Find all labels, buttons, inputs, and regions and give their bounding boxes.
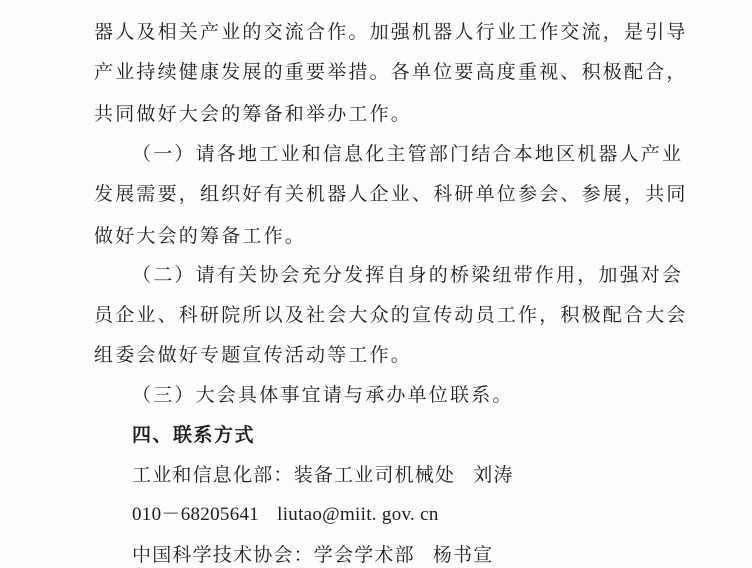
body-text-line: 器人及相关产业的交流合作。加强机器人行业工作交流，是引导 (94, 21, 688, 43)
contact-email: liutao@miit. gov. cn (277, 504, 439, 525)
contact-org: 中国科学技术协会：学会学术部 (132, 544, 415, 566)
section-heading: 四、联系方式 (132, 424, 256, 446)
item-one-line: 做好大会的筹备工作。 (94, 225, 307, 247)
contact-org: 工业和信息化部：装备工业司机械处 (132, 464, 456, 486)
item-two-line: 组委会做好专题宣传活动等工作。 (94, 344, 413, 366)
contact-phone: 010－68205641 (132, 504, 260, 525)
item-two-line: 员企业、科研院所以及社会大众的宣传动员工作，积极配合大会 (94, 304, 688, 326)
contact-cast-line (132, 543, 732, 567)
item-one-line: 发展需要，组织好有关机器人企业、科研单位参会、参展，共同 (94, 183, 688, 205)
contact-details-line (132, 503, 732, 527)
item-two-line: （二）请有关协会充分发挥自身的桥梁纽带作用，加强对会 (132, 264, 684, 286)
body-text-line: 产业持续健康发展的重要举措。各单位要高度重视、积极配合， (94, 61, 688, 83)
item-three-line: （三）大会具体事宜请与承办单位联系。 (132, 384, 514, 406)
contact-name: 杨书宣 (432, 544, 494, 566)
contact-name: 刘涛 (473, 464, 514, 486)
item-one-line: （一）请各地工业和信息化主管部门结合本地区机器人产业 (132, 143, 684, 165)
body-text-line: 共同做好大会的筹备和举办工作。 (94, 103, 413, 125)
contact-miit-line (132, 463, 732, 487)
